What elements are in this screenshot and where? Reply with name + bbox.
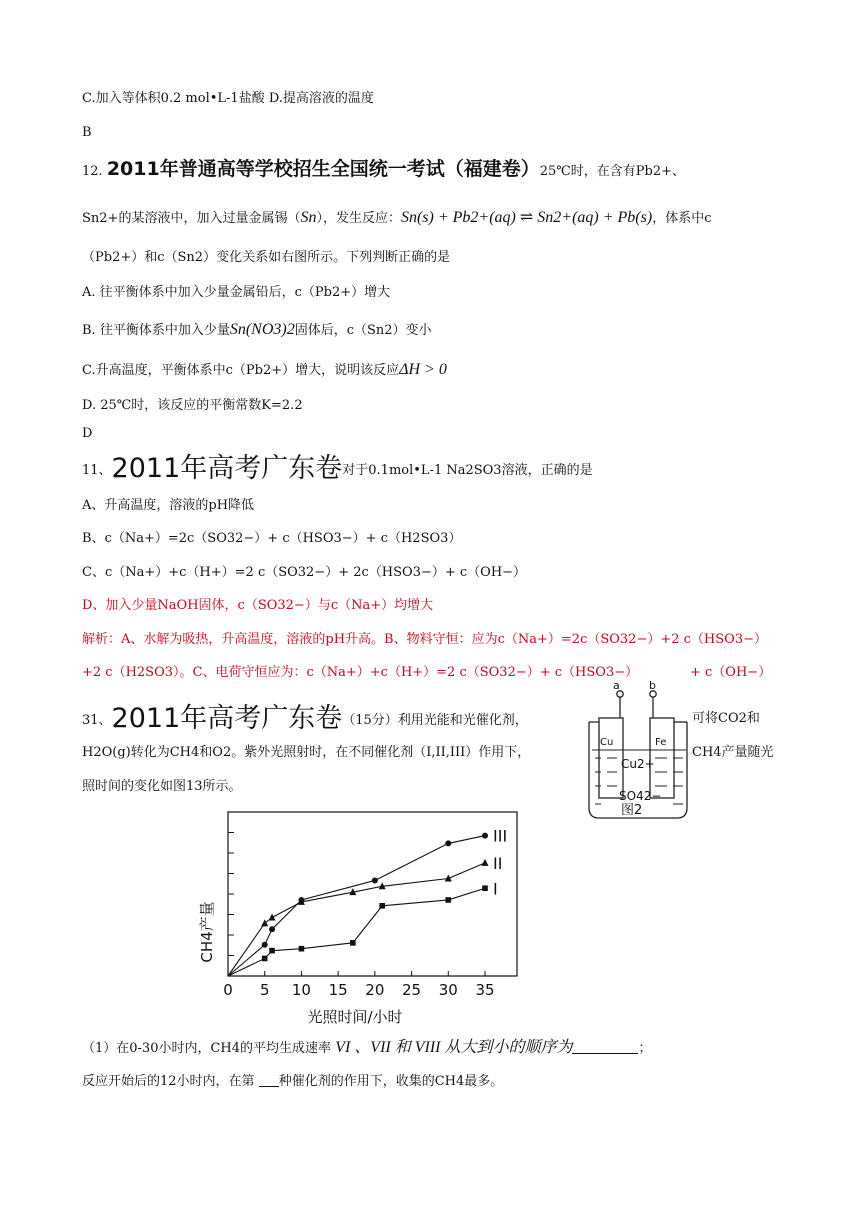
point-II	[482, 859, 489, 866]
point-III	[269, 926, 275, 932]
q12-option-c-text: C.升高温度，平衡体系中c（Pb2+）增大，说明该反应	[82, 363, 400, 378]
answer-blank-1[interactable]	[572, 1041, 638, 1054]
point-I	[350, 940, 356, 946]
q11-explanation-2: +2 c（H2SO3）。C、电荷守恒应为：c（Na+）+c（H+）=2 c（SO32−）+ c（HSO3−）	[82, 665, 639, 680]
point-III	[482, 833, 488, 839]
q31-title: 2011年高考广东卷	[111, 703, 343, 734]
answer-b: B	[82, 125, 92, 140]
q11-option-b: B、c（Na+）=2c（SO32−）+ c（HSO3−）+ c（H2SO3）	[82, 531, 462, 546]
q11-number: 11、	[82, 463, 112, 478]
point-I	[269, 948, 275, 954]
point-II	[261, 919, 268, 926]
q12-header	[82, 160, 685, 181]
ion-cu: Cu2+	[621, 757, 655, 771]
point-II	[269, 914, 276, 921]
chart-x-label: 光照时间/小时	[307, 1008, 403, 1026]
q31-line2: H2O(g)转化为CH4和O2。紫外光照射时，在不同催化剂（I,II,III）作用下，	[82, 745, 531, 760]
figure-caption: 图2	[621, 803, 643, 818]
q12-option-a: A. 往平衡体系中加入少量金属铅后，c（Pb2+）增大	[82, 285, 391, 300]
q31-q1-end: ；	[638, 1041, 652, 1056]
point-III	[262, 942, 268, 948]
q11-title: 2011年高考广东卷	[111, 453, 343, 484]
electrode-fe: Fe	[655, 737, 667, 748]
x-tick-label: 10	[291, 981, 311, 999]
point-I	[379, 903, 385, 909]
q31-tail-2: 可将CO2和	[692, 711, 760, 726]
q31-subquestion-2	[82, 1073, 503, 1091]
chart-y-label: CH4产量	[198, 901, 216, 963]
q12-title: 2011年普通高等学校招生全国统一考试（福建卷）	[106, 158, 540, 180]
q31-q2-text: 反应开始后的12小时内，在第	[82, 1074, 255, 1089]
point-I	[445, 897, 451, 903]
q11-explanation-2-tail: + c（OH−）	[690, 665, 772, 680]
q12-tail: 25℃时，在含有Pb2+、	[539, 164, 686, 179]
label-b: b	[649, 680, 656, 692]
series-label-I: I	[493, 879, 498, 899]
q12-line3: （Pb2+）和c（Sn2）变化关系如右图所示。下列判断正确的是	[82, 250, 451, 265]
q11-option-a: A、升高温度，溶液的pH降低	[82, 498, 255, 513]
q31-line2-tail: CH4产量随光	[692, 745, 774, 760]
q12-answer: D	[82, 426, 93, 441]
electrolysis-cell-figure	[583, 680, 691, 820]
q12-line2-b: ），发生反应：	[316, 211, 401, 226]
q11-tail: 对于0.1mol•L-1 Na2SO3溶液，正确的是	[342, 463, 593, 478]
series-label-II: II	[493, 853, 503, 873]
q12-option-b-tail: 固体后，c（Sn2）变小	[294, 323, 432, 338]
x-tick-label: 15	[328, 981, 348, 999]
q12-line2-a: Sn2+的某溶液中，加入过量金属锡（	[82, 211, 301, 226]
q12-option-b-text: B. 往平衡体系中加入少量	[82, 323, 230, 338]
q31-header	[82, 704, 528, 736]
x-tick-label: 35	[475, 981, 495, 999]
q12-line2-c: ，体系中c	[652, 211, 712, 226]
q31-subquestion-1	[82, 1039, 652, 1058]
reaction-equation: Sn(s) + Pb2+(aq) ⇌ Sn2+(aq) + Pb(s)	[400, 209, 653, 226]
ch4-yield-chart	[190, 808, 530, 1030]
x-tick-label: 25	[402, 981, 422, 999]
q31-tail: （15分）利用光能和光催化剂，	[342, 713, 528, 728]
q11-option-d: D、加入少量NaOH固体，c（SO32−）与c（Na+）均增大	[82, 598, 434, 613]
q12-option-b	[82, 321, 432, 340]
q11-explanation-1: 解析：A、水解为吸热，升高温度，溶液的pH升高。B、物料守恒：应为c（Na+）=2c（SO32−）+2 c（HSO3−）	[82, 632, 767, 647]
ion-sulfate: SO42−	[619, 789, 662, 803]
q12-option-d: D. 25℃时，该反应的平衡常数K=2.2	[82, 398, 303, 413]
series-line-III	[228, 836, 485, 976]
x-tick-label: 0	[223, 981, 233, 999]
answer-blank-2[interactable]	[259, 1074, 279, 1087]
tin-nitrate-formula: Sn(NO3)2	[229, 321, 295, 338]
q31-q2-tail: 种催化剂的作用下，收集的CH4最多。	[278, 1074, 504, 1089]
q12-option-c	[82, 361, 447, 380]
electrode-cu: Cu	[600, 737, 614, 748]
point-I	[482, 885, 488, 891]
q12-number: 12.	[82, 164, 103, 179]
sn-symbol: Sn	[300, 209, 317, 226]
series-label-III: III	[493, 826, 508, 846]
point-III	[445, 840, 451, 846]
x-tick-label: 20	[365, 981, 385, 999]
label-a: a	[613, 680, 620, 692]
point-I	[262, 956, 268, 962]
point-III	[372, 877, 378, 883]
point-I	[299, 946, 305, 952]
delta-h-formula: ΔH > 0	[399, 361, 447, 378]
option-c-d-line: C.加入等体积0.2 mol•L-1盐酸 D.提高溶液的温度	[82, 91, 374, 106]
q31-number: 31、	[82, 713, 112, 728]
rate-symbols: VI 、VII 和 VIII 从大到小的顺序为	[335, 1039, 573, 1056]
x-tick-label: 30	[438, 981, 458, 999]
q31-q1-text: （1）在0-30小时内，CH4的平均生成速率	[82, 1041, 332, 1056]
q11-header	[82, 454, 593, 486]
q12-line2	[82, 209, 711, 228]
x-tick-label: 5	[259, 981, 270, 999]
q11-option-c: C、c（Na+）+c（H+）=2 c（SO32−）+ 2c（HSO3−）+ c（OH−）	[82, 565, 527, 580]
q31-line3: 照时间的变化如图13所示。	[82, 779, 242, 794]
